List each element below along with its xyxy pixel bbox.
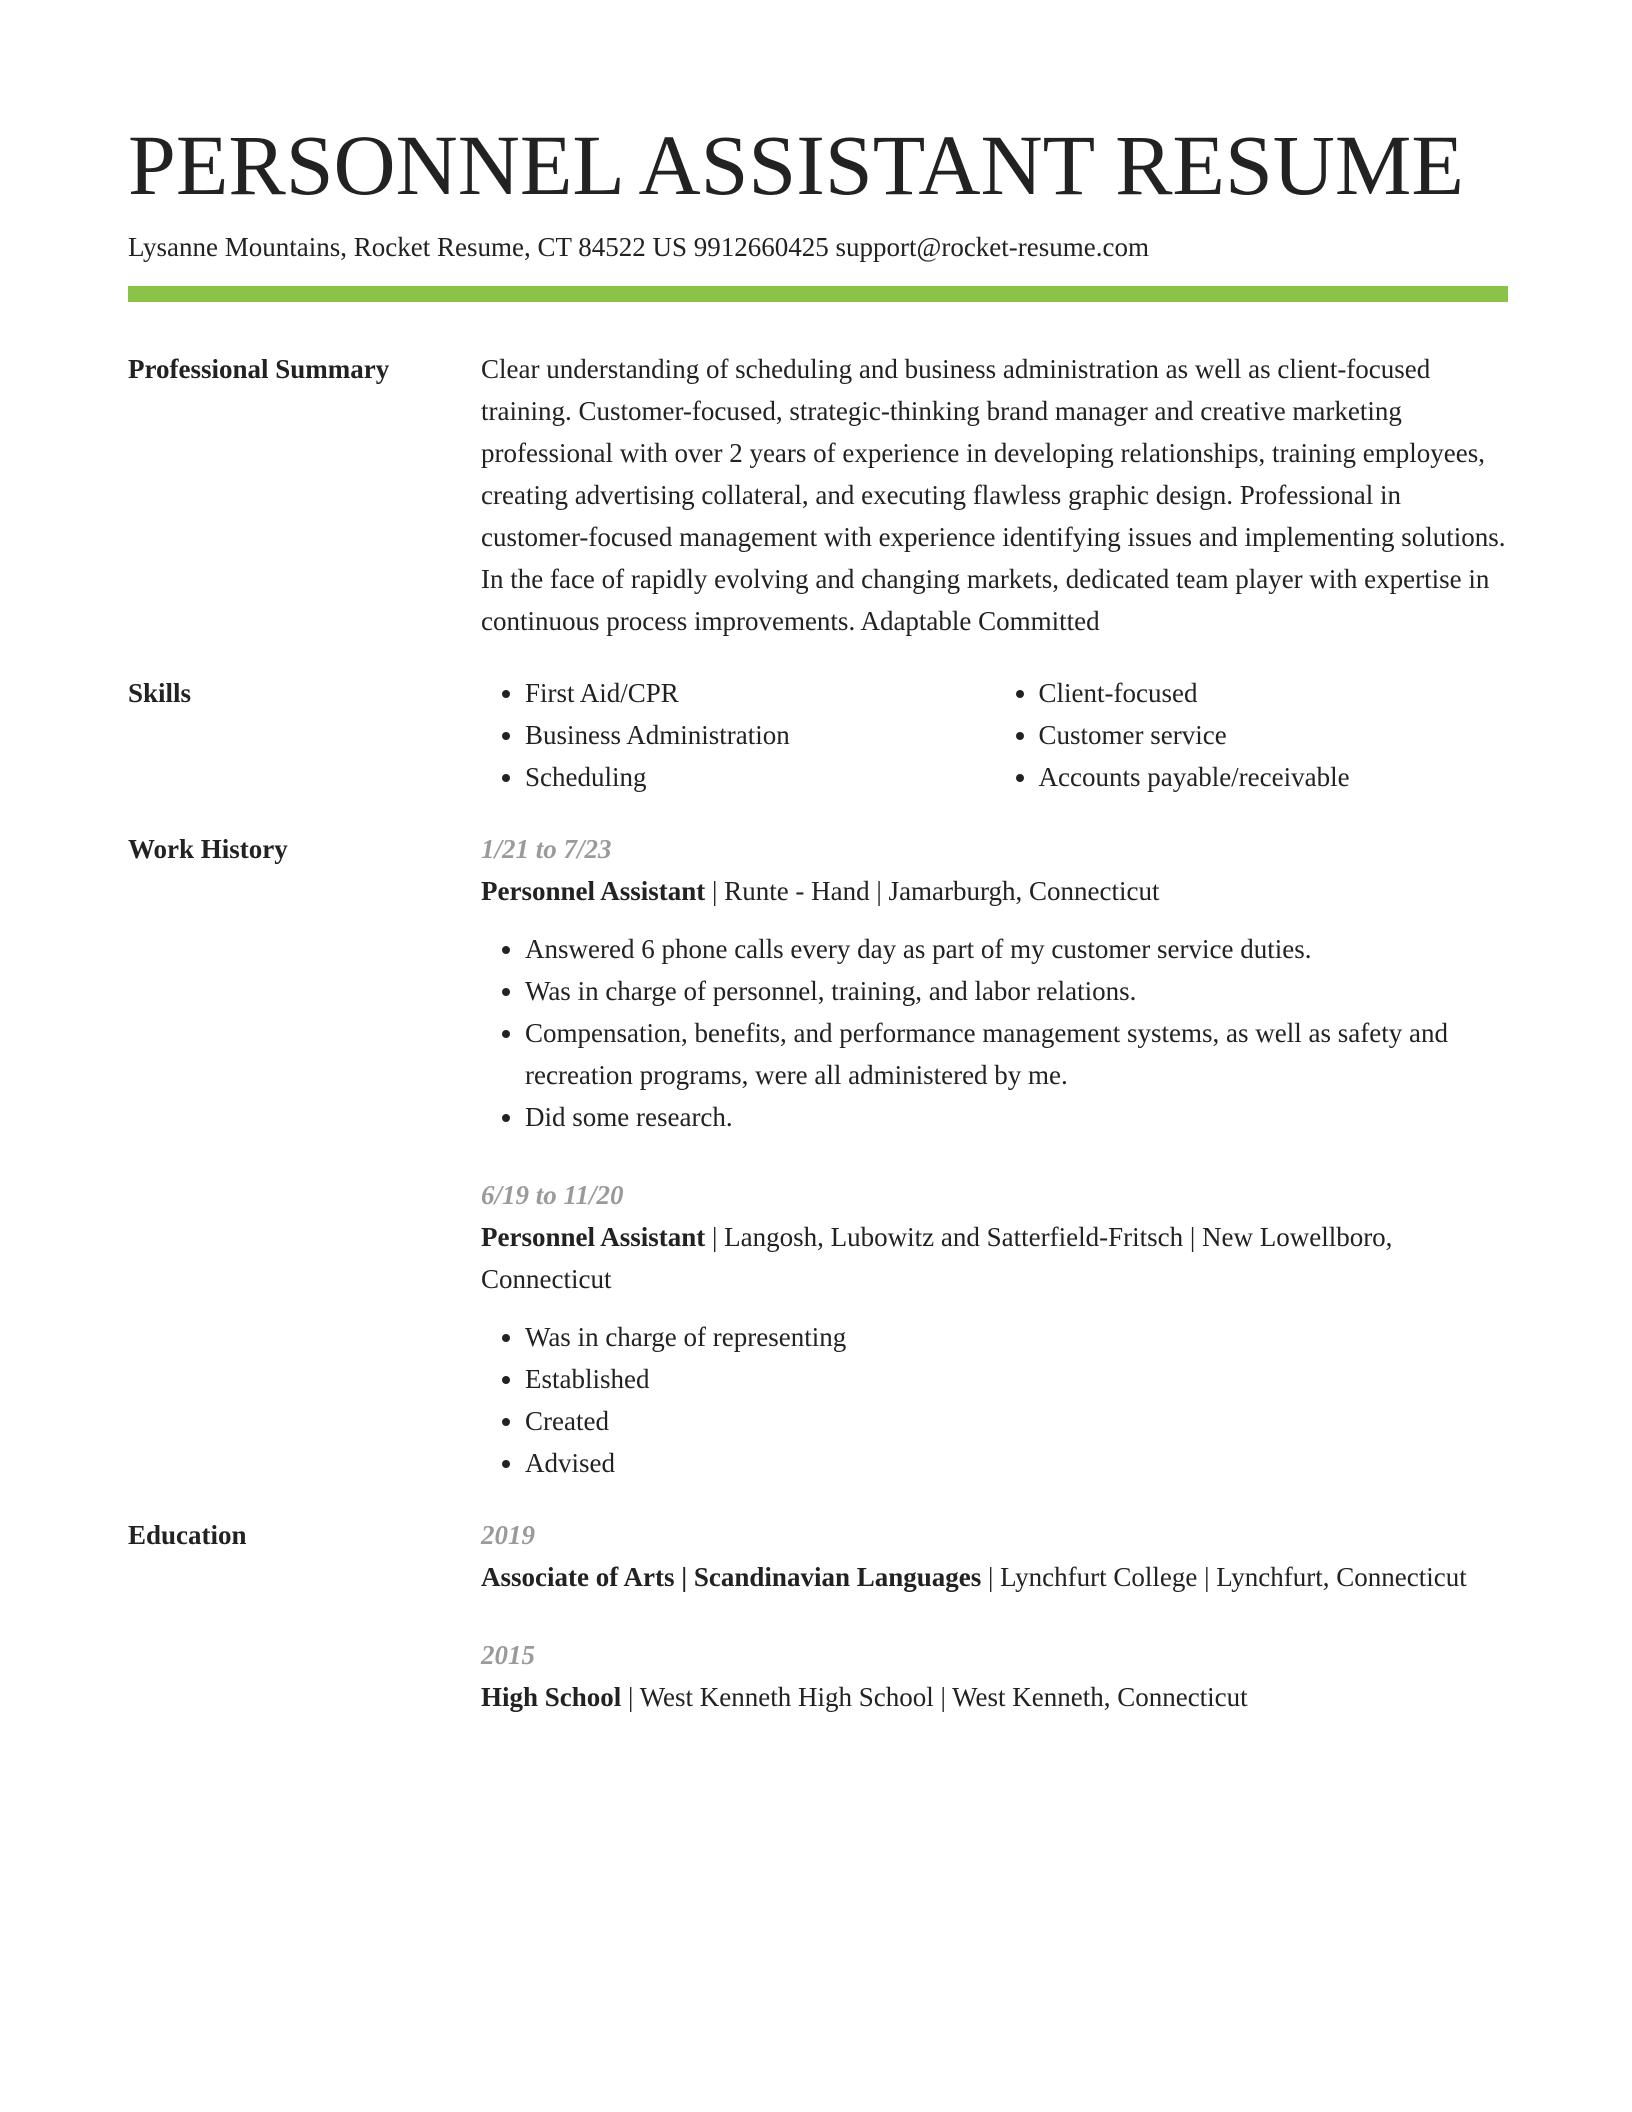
skill-item: • Scheduling (525, 756, 995, 798)
education-degree: Associate of Arts | Scandinavian Languages (481, 1562, 982, 1592)
summary-text: Clear understanding of scheduling and business administration as well as client-focused training. Customer-focused, strategic-thinking brand manager and creative marketing professional with over 2 years of experience in developing relationships, training employees, creating advertising collateral, and executing flawless graphic design. Professional in customer-focused management with experience identifying issues and implementing solutions. In the face of rapidly evolving and changing markets, dedicated team player with expertise in continuous process improvements. Adaptable Committed (481, 354, 1506, 636)
skill-item: • Client-focused (1039, 672, 1509, 714)
education-year: 2015 (481, 1640, 535, 1670)
job-bullet: • Established (525, 1358, 1508, 1400)
job-heading (481, 1216, 1508, 1300)
education-label: Education (128, 1520, 247, 1550)
summary-label: Professional Summary (128, 354, 390, 384)
resume-sections (128, 348, 1508, 1748)
work-label: Work History (128, 834, 288, 864)
education-body (481, 1514, 1508, 1718)
job-bullet: • Was in charge of representing (525, 1316, 1508, 1358)
job-bullet: • Was in charge of personnel, training, and labor relations. (525, 970, 1508, 1012)
job-title: Personnel Assistant (481, 876, 706, 906)
summary-body (481, 348, 1508, 642)
skills-column-2 (995, 672, 1509, 798)
job-bullet: • Did some research. (525, 1096, 1508, 1138)
summary-section (128, 348, 1508, 642)
education-degree: High School (481, 1682, 622, 1712)
resume-title: PERSONNEL ASSISTANT RESUME (128, 117, 1464, 213)
education-section (128, 1514, 1508, 1718)
job-bullet: • Compensation, benefits, and performance management systems, as well as safety and recreation programs, were all administered by me. (525, 1012, 1508, 1096)
job-dates: 6/19 to 11/20 (481, 1180, 624, 1210)
contact-line: Lysanne Mountains, Rocket Resume, CT 84522 US 9912660425 support@rocket-resume.com (128, 232, 1149, 262)
work-section (128, 828, 1508, 1484)
job-details: | Runte - Hand | Jamarburgh, Connecticut (705, 876, 1160, 906)
education-heading (481, 1556, 1508, 1598)
job-details: | Langosh, Lubowitz and Satterfield-Fritsch | New Lowellboro, Connecticut (481, 1222, 1393, 1294)
skills-body (481, 672, 1508, 798)
job-bullet: • Advised (525, 1442, 1508, 1484)
work-body (481, 828, 1508, 1484)
education-details: | Lynchfurt College | Lynchfurt, Connecticut (981, 1562, 1467, 1592)
job-entry (481, 828, 1508, 1138)
job-bullet: • Created (525, 1400, 1508, 1442)
skills-section (128, 672, 1508, 798)
job-heading (481, 870, 1508, 912)
job-entry (481, 1174, 1508, 1484)
skills-label: Skills (128, 678, 192, 708)
skill-item: • Accounts payable/receivable (1039, 756, 1509, 798)
job-bullet: • Answered 6 phone calls every day as part of my customer service duties. (525, 928, 1508, 970)
skill-item: • Business Administration (525, 714, 995, 756)
education-year: 2019 (481, 1520, 535, 1550)
education-heading (481, 1676, 1508, 1718)
education-details: | West Kenneth High School | West Kenneth, Connecticut (621, 1682, 1248, 1712)
job-bullets (481, 928, 1508, 1138)
accent-divider (128, 286, 1508, 302)
skills-column-1 (481, 672, 995, 798)
job-bullets (481, 1316, 1508, 1484)
education-entry (481, 1634, 1508, 1718)
skill-item: • Customer service (1039, 714, 1509, 756)
job-title: Personnel Assistant (481, 1222, 706, 1252)
skill-item: • First Aid/CPR (525, 672, 995, 714)
education-entry (481, 1514, 1508, 1598)
job-dates: 1/21 to 7/23 (481, 834, 612, 864)
